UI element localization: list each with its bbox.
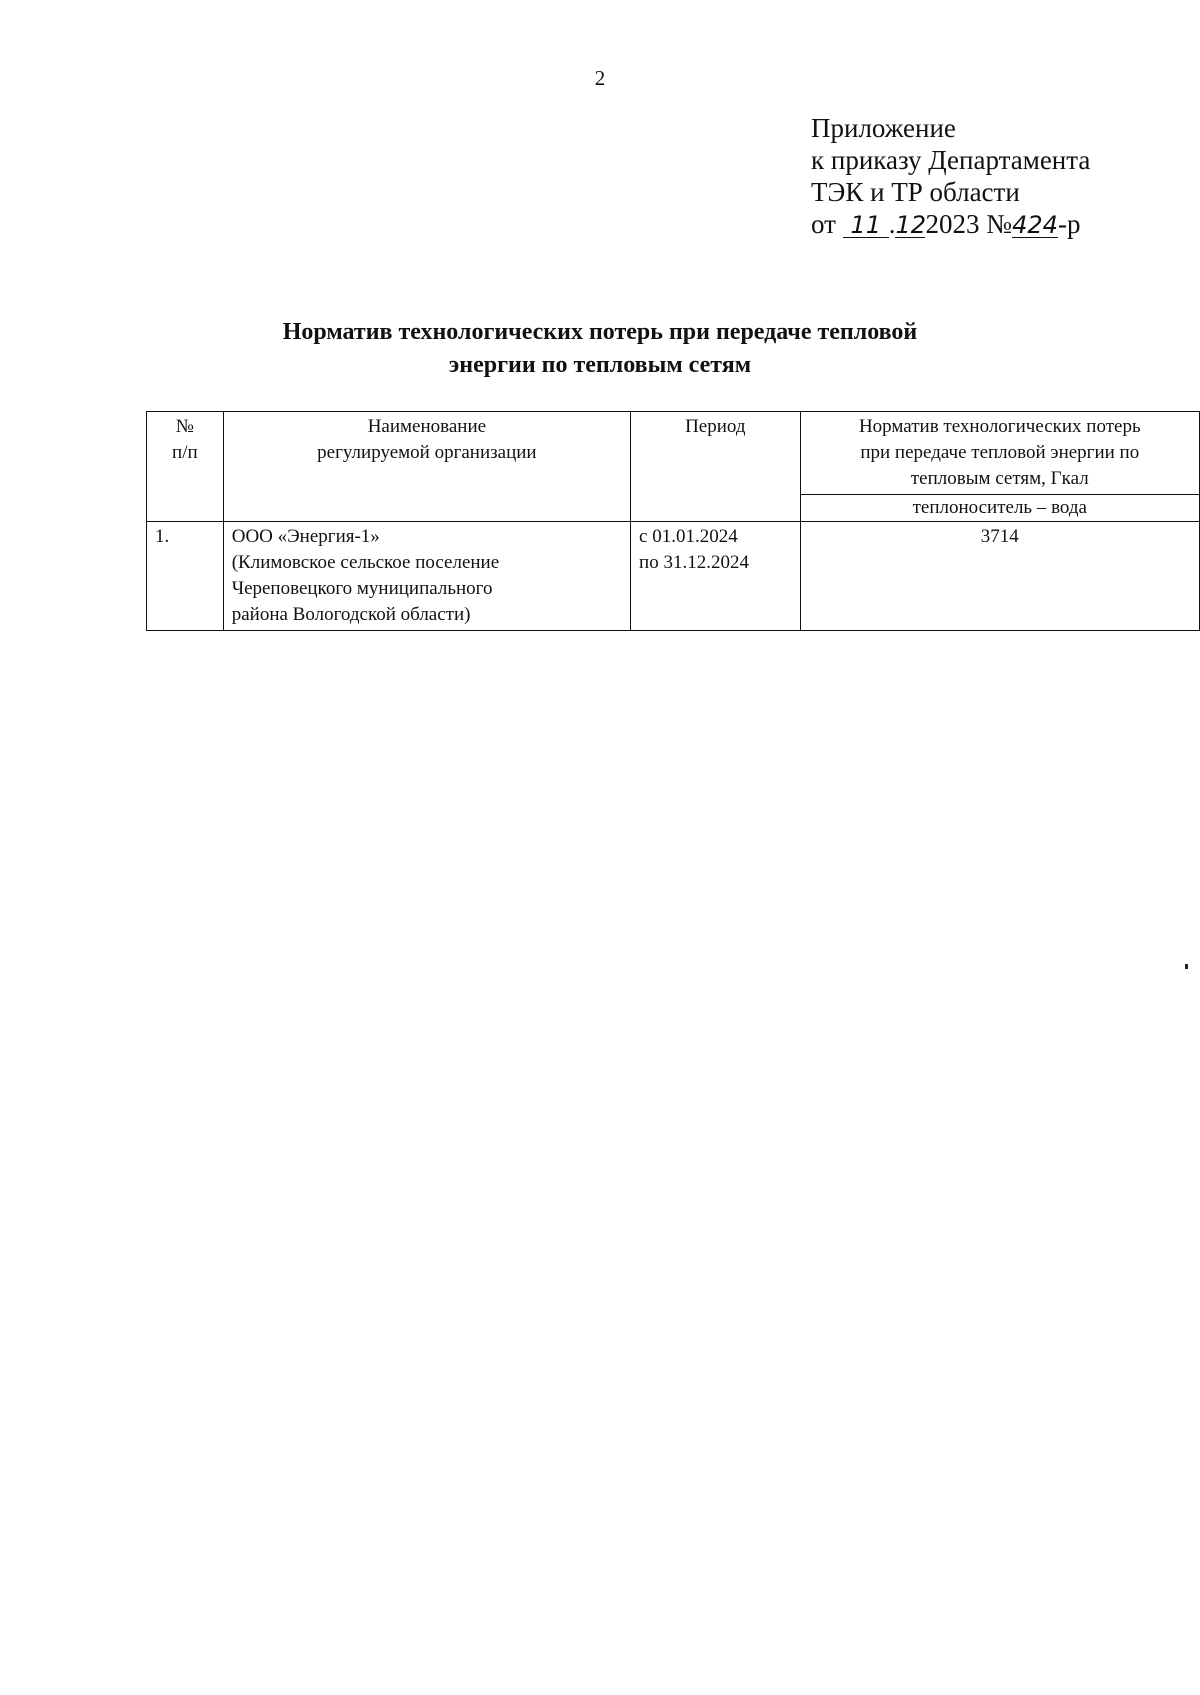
date-dot: . [888,209,896,239]
row-org-line3: Череповецкого муниципального [231,578,493,599]
handwritten-month: 12 [895,211,926,239]
number-suffix: -р [1057,209,1081,239]
number-sign: № [986,209,1012,239]
header-coolant: теплоноситель – вода [800,495,1199,522]
row-org-line2: (Климовское сельское поселение [231,552,500,573]
page-number: 2 [594,66,606,90]
document-title-line2: энергии по тепловым сетям [448,352,752,378]
document-title-line1: Норматив технологических потерь при передаче тепловой [282,319,918,345]
row-period-start: с 01.01.2024 [639,526,738,547]
row-value: 3714 [800,522,1199,631]
row-organization [223,522,630,631]
appendix-department: ТЭК и ТР области [811,177,1020,207]
table-header-row [147,412,1200,495]
header-norm-line1: Норматив технологических потерь [858,416,1141,437]
row-period-end: по 31.12.2024 [639,552,749,573]
handwritten-order-number: 424 [1012,211,1058,239]
appendix-date-number [811,208,1090,240]
row-org-line4: района Вологодской области) [231,604,471,625]
header-num-label: п/п [172,442,198,463]
appendix-order-ref: к приказу Департамента [811,145,1091,175]
scan-speck [1185,964,1188,969]
header-norm [800,412,1199,495]
document-title [0,316,1200,382]
header-period: Период [631,412,801,522]
header-org-line1: Наименование [367,416,487,437]
appendix-block [811,112,1090,240]
date-prefix: от [811,209,836,239]
row-period [631,522,801,631]
row-org-name: ООО «Энергия-1» [231,526,380,547]
header-num-symbol: № [175,416,194,437]
header-org-line2: регулируемой организации [317,442,537,463]
norm-table [146,411,1200,631]
header-norm-line3: тепловым сетям, Гкал [910,468,1089,489]
date-year: 2023 [925,209,980,239]
header-organization [223,412,630,522]
header-norm-line2: при передаче тепловой энергии по [860,442,1140,463]
table-row [147,522,1200,631]
header-num [147,412,224,522]
handwritten-day: 11 [843,213,889,238]
row-num: 1. [147,522,224,631]
appendix-title: Приложение [811,113,956,143]
